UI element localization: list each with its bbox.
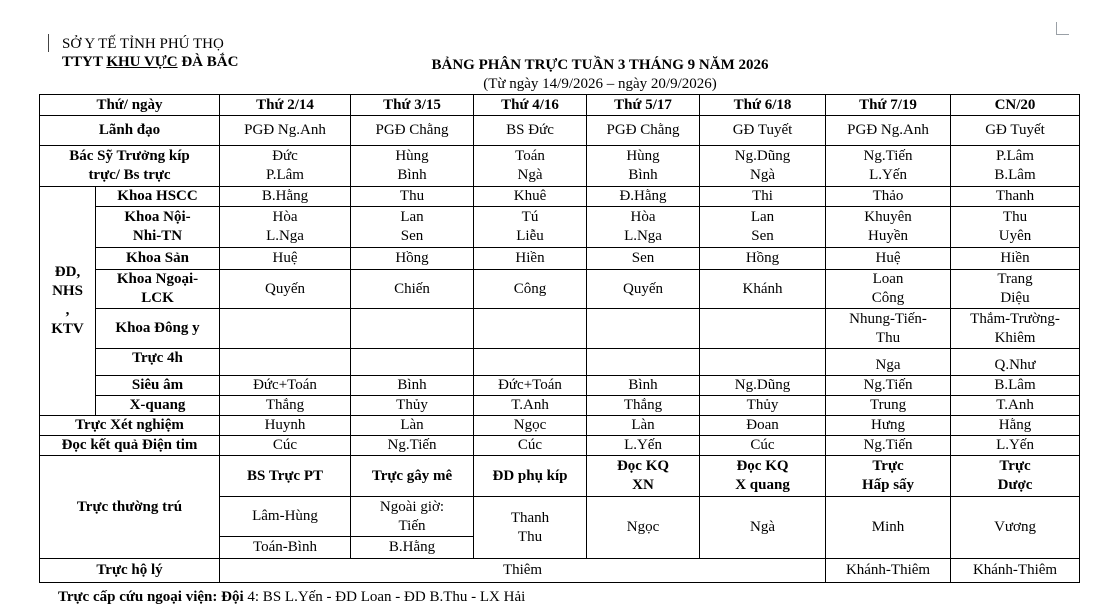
- table-cell: Hiền: [474, 248, 587, 270]
- row-label: Khoa Đông y: [96, 309, 220, 349]
- sub-header: Trực gây mê: [351, 456, 474, 497]
- table-cell: Khánh-Thiêm: [951, 559, 1080, 583]
- table-cell: L.Yến: [587, 436, 700, 456]
- table-cell: [474, 309, 587, 349]
- table-cell: Toán-Bình: [220, 537, 351, 559]
- table-cell: Thanh Thu: [474, 497, 587, 559]
- header-cell: Thứ/ ngày: [40, 95, 220, 116]
- table-cell: B.Hằng: [220, 187, 351, 207]
- table-cell: Ngoài giờ: Tiến: [351, 497, 474, 537]
- table-cell: Lan Sen: [700, 207, 826, 248]
- table-cell: B.Hằng: [351, 537, 474, 559]
- table-cell: Hòa L.Nga: [587, 207, 700, 248]
- table-cell: [351, 349, 474, 376]
- table-row: [40, 270, 1080, 309]
- document-title: BẢNG PHÂN TRỰC TUẦN 3 THÁNG 9 NĂM 2026: [431, 57, 769, 73]
- table-cell: [587, 309, 700, 349]
- table-cell: Hưng: [826, 416, 951, 436]
- duty-schedule-table: [39, 94, 1080, 583]
- staff-group-label: ĐD, NHS , KTV: [40, 187, 96, 416]
- table-row: [40, 559, 1080, 583]
- table-cell: P.Lâm B.Lâm: [951, 146, 1080, 187]
- table-cell: Thủy: [351, 396, 474, 416]
- table-cell: Khánh-Thiêm: [826, 559, 951, 583]
- table-row: [40, 349, 1080, 376]
- row-label: Khoa Sản: [96, 248, 220, 270]
- table-row: [40, 207, 1080, 248]
- table-row: [40, 436, 1080, 456]
- table-cell: [220, 309, 351, 349]
- table-cell: Làn: [587, 416, 700, 436]
- table-cell: Đức+Toán: [474, 376, 587, 396]
- table-cell: Khánh: [700, 270, 826, 309]
- table-cell: Ng.Tiến L.Yến: [826, 146, 951, 187]
- table-cell: Thắng: [587, 396, 700, 416]
- row-label: Trực Xét nghiệm: [40, 416, 220, 436]
- table-cell: Hùng Bình: [587, 146, 700, 187]
- row-label: Khoa Ngoại- LCK: [96, 270, 220, 309]
- table-row: [40, 248, 1080, 270]
- table-cell: Thảo: [826, 187, 951, 207]
- footer-note: Trực cấp cứu ngoại viện: Đội 4: BS L.Yến - ĐD Loan - ĐD B.Thu - LX Hải: [58, 589, 526, 605]
- table-cell: Lan Sen: [351, 207, 474, 248]
- table-cell: [474, 349, 587, 376]
- day-header: CN/20: [951, 95, 1080, 116]
- table-cell: Trung: [826, 396, 951, 416]
- table-cell: Lâm-Hùng: [220, 497, 351, 537]
- day-header: Thứ 4/16: [474, 95, 587, 116]
- table-cell: Đ.Hằng: [587, 187, 700, 207]
- day-header: Thứ 7/19: [826, 95, 951, 116]
- table-cell: Ng.Dũng: [700, 376, 826, 396]
- table-cell: Thanh: [951, 187, 1080, 207]
- table-cell: Huynh: [220, 416, 351, 436]
- table-cell: [700, 309, 826, 349]
- margin-marker-right: [1056, 22, 1069, 35]
- table-cell: [587, 349, 700, 376]
- day-header: Thứ 5/17: [587, 95, 700, 116]
- table-cell: GĐ Tuyết: [951, 116, 1080, 146]
- day-header: Thứ 3/15: [351, 95, 474, 116]
- table-cell: Hồng: [700, 248, 826, 270]
- table-cell: Huệ: [826, 248, 951, 270]
- table-cell: Quyến: [587, 270, 700, 309]
- table-cell: Cúc: [220, 436, 351, 456]
- sub-header: BS Trực PT: [220, 456, 351, 497]
- table-cell: Hiền: [951, 248, 1080, 270]
- table-cell: Ng.Tiến: [351, 436, 474, 456]
- table-cell: Cúc: [474, 436, 587, 456]
- table-cell: BS Đức: [474, 116, 587, 146]
- table-cell: Khuyên Huyền: [826, 207, 951, 248]
- table-cell: Thiêm: [220, 559, 826, 583]
- table-cell: Toán Ngà: [474, 146, 587, 187]
- table-cell: Hằng: [951, 416, 1080, 436]
- row-label: Trực 4h: [96, 349, 220, 376]
- day-header: Thứ 6/18: [700, 95, 826, 116]
- table-row: [40, 396, 1080, 416]
- table-row: [40, 95, 1080, 116]
- table-cell: Ng.Tiến: [826, 376, 951, 396]
- table-cell: Thi: [700, 187, 826, 207]
- row-label: Đọc kết quả Điện tim: [40, 436, 220, 456]
- table-row: [40, 187, 1080, 207]
- table-cell: Đức P.Lâm: [220, 146, 351, 187]
- org-line-2: TTYT KHU VỰC ĐÀ BẮC: [62, 54, 239, 70]
- sub-header: Trực Hấp sấy: [826, 456, 951, 497]
- table-cell: [700, 349, 826, 376]
- table-cell: Thu: [351, 187, 474, 207]
- table-cell: Sen: [587, 248, 700, 270]
- table-row: [40, 376, 1080, 396]
- row-label: Khoa Nội- Nhi-TN: [96, 207, 220, 248]
- row-label: Siêu âm: [96, 376, 220, 396]
- table-cell: Ngà: [700, 497, 826, 559]
- table-cell: Hòa L.Nga: [220, 207, 351, 248]
- table-cell: Hồng: [351, 248, 474, 270]
- sub-header: Đọc KQ XN: [587, 456, 700, 497]
- table-cell: Tú Liễu: [474, 207, 587, 248]
- table-cell: Ng.Tiến: [826, 436, 951, 456]
- table-cell: T.Anh: [474, 396, 587, 416]
- table-cell: PGĐ Ng.Anh: [826, 116, 951, 146]
- table-cell: B.Lâm: [951, 376, 1080, 396]
- table-cell: Bình: [351, 376, 474, 396]
- table-cell: Loan Công: [826, 270, 951, 309]
- table-cell: Nga: [826, 349, 951, 376]
- table-cell: PGĐ Chằng: [351, 116, 474, 146]
- row-label: Trực hộ lý: [40, 559, 220, 583]
- table-cell: Đức+Toán: [220, 376, 351, 396]
- table-cell: Thủy: [700, 396, 826, 416]
- table-cell: Vương: [951, 497, 1080, 559]
- table-cell: Ngọc: [474, 416, 587, 436]
- table-cell: Q.Như: [951, 349, 1080, 376]
- row-label: Bác Sỹ Trưởng kíp trực/ Bs trực: [40, 146, 220, 187]
- organization-header: [62, 35, 238, 71]
- table-cell: Đoan: [700, 416, 826, 436]
- row-label: Trực thường trú: [40, 456, 220, 559]
- table-cell: Khuê: [474, 187, 587, 207]
- table-cell: [351, 309, 474, 349]
- table-cell: Ng.Dũng Ngà: [700, 146, 826, 187]
- table-cell: T.Anh: [951, 396, 1080, 416]
- table-cell: GĐ Tuyết: [700, 116, 826, 146]
- table-cell: Công: [474, 270, 587, 309]
- row-label: Lãnh đạo: [40, 116, 220, 146]
- sub-header: Trực Dược: [951, 456, 1080, 497]
- table-row: [40, 309, 1080, 349]
- table-row: [40, 116, 1080, 146]
- table-cell: Ngọc: [587, 497, 700, 559]
- day-header: Thứ 2/14: [220, 95, 351, 116]
- table-cell: Thu Uyên: [951, 207, 1080, 248]
- table-cell: Làn: [351, 416, 474, 436]
- sub-header: ĐD phụ kíp: [474, 456, 587, 497]
- org-line-1: SỞ Y TẾ TỈNH PHÚ THỌ: [62, 36, 224, 52]
- table-row: [40, 416, 1080, 436]
- table-cell: Huệ: [220, 248, 351, 270]
- table-cell: Trang Diệu: [951, 270, 1080, 309]
- row-label: X-quang: [96, 396, 220, 416]
- table-cell: Thắng: [220, 396, 351, 416]
- document-subtitle: (Từ ngày 14/9/2026 – ngày 20/9/2026): [483, 76, 717, 92]
- row-label: Khoa HSCC: [96, 187, 220, 207]
- sub-header: Đọc KQ X quang: [700, 456, 826, 497]
- table-cell: L.Yến: [951, 436, 1080, 456]
- table-cell: Thắm-Trường- Khiêm: [951, 309, 1080, 349]
- table-row: [40, 146, 1080, 187]
- table-cell: Quyến: [220, 270, 351, 309]
- table-cell: Hùng Bình: [351, 146, 474, 187]
- table-cell: Minh: [826, 497, 951, 559]
- table-cell: Chiến: [351, 270, 474, 309]
- table-row: [40, 456, 1080, 497]
- table-cell: [220, 349, 351, 376]
- table-cell: Bình: [587, 376, 700, 396]
- table-cell: Nhung-Tiến- Thu: [826, 309, 951, 349]
- table-cell: Cúc: [700, 436, 826, 456]
- margin-marker-left: [48, 34, 49, 52]
- table-cell: PGĐ Ng.Anh: [220, 116, 351, 146]
- table-cell: PGĐ Chằng: [587, 116, 700, 146]
